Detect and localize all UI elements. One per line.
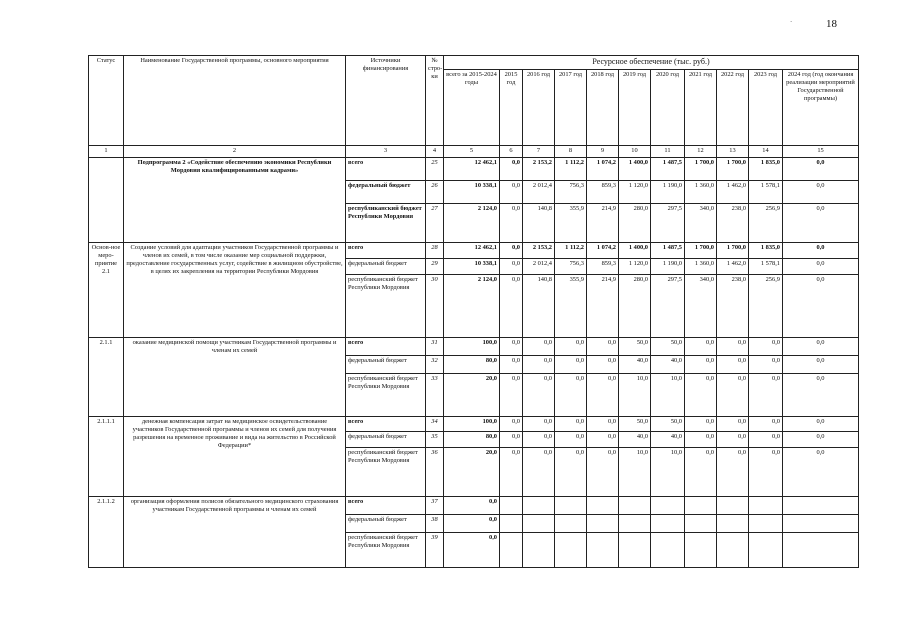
total-value-cell: 80,0 — [444, 356, 500, 374]
table-row — [89, 416, 859, 432]
funding-source-cell: федеральный бюджет — [346, 514, 426, 532]
row-number-cell: 32 — [426, 356, 444, 374]
program-name-cell: денежная компенсация затрат на медицинское освидетельствование участников Государственной программы и членов их семей для получения разрешения на временное проживание и вида на жительство в Российской Федерации* — [124, 416, 346, 496]
year-value-cell: 280,0 — [619, 274, 651, 337]
year-value-cell: 0,0 — [523, 432, 555, 448]
year-value-cell — [619, 532, 651, 567]
year-value-cell: 0,0 — [749, 416, 783, 432]
year-value-cell: 40,0 — [651, 432, 685, 448]
year-value-cell: 40,0 — [651, 356, 685, 374]
year-value-cell: 1 700,0 — [685, 157, 717, 180]
header-year: 2023 год — [749, 69, 783, 145]
total-value-cell: 10 338,1 — [444, 259, 500, 275]
year-value-cell: 0,0 — [783, 243, 859, 259]
program-name-cell: Создание условий для адаптации участников Государственной программы и членов их семей, в том числе оказание мер социальной поддержки, предоставление государственных услуг, содействие в жилищном обустройстве, в целях их закрепления на территории Республики Мордовия — [124, 243, 346, 338]
year-value-cell: 50,0 — [651, 338, 685, 356]
year-value-cell: 0,0 — [717, 374, 749, 416]
year-value-cell: 297,5 — [651, 204, 685, 243]
year-value-cell: 340,0 — [685, 274, 717, 337]
year-value-cell: 2 012,4 — [523, 180, 555, 203]
year-value-cell: 0,0 — [523, 374, 555, 416]
year-value-cell: 0,0 — [685, 356, 717, 374]
header-row-1 — [89, 56, 859, 70]
year-value-cell: 1 487,5 — [651, 243, 685, 259]
year-value-cell: 0,0 — [685, 448, 717, 497]
year-value-cell — [749, 514, 783, 532]
year-value-cell — [555, 532, 587, 567]
column-number: 5 — [444, 145, 500, 157]
year-value-cell: 355,9 — [555, 274, 587, 337]
column-number: 12 — [685, 145, 717, 157]
year-value-cell: 0,0 — [587, 448, 619, 497]
row-number-cell: 25 — [426, 157, 444, 180]
year-value-cell: 2 012,4 — [523, 259, 555, 275]
year-value-cell: 0,0 — [717, 356, 749, 374]
year-value-cell: 0,0 — [587, 338, 619, 356]
column-number: 10 — [619, 145, 651, 157]
year-value-cell: 859,3 — [587, 259, 619, 275]
year-value-cell: 0,0 — [523, 356, 555, 374]
year-value-cell: 238,0 — [717, 204, 749, 243]
year-value-cell: 1 120,0 — [619, 180, 651, 203]
year-value-cell: 0,0 — [717, 448, 749, 497]
funding-source-cell: федеральный бюджет — [346, 259, 426, 275]
year-value-cell: 1 190,0 — [651, 180, 685, 203]
row-number-cell: 39 — [426, 532, 444, 567]
year-value-cell: 0,0 — [783, 157, 859, 180]
header-row-number: № стро-ки — [426, 56, 444, 146]
year-value-cell: 1 190,0 — [651, 259, 685, 275]
year-value-cell — [523, 497, 555, 515]
year-value-cell — [555, 497, 587, 515]
year-value-cell: 0,0 — [749, 338, 783, 356]
year-value-cell: 1 360,0 — [685, 180, 717, 203]
year-value-cell: 1 400,0 — [619, 157, 651, 180]
status-cell: Основ-ное меро-приятие 2.1 — [89, 243, 124, 338]
status-cell — [89, 157, 124, 243]
column-number: 1 — [89, 145, 124, 157]
total-value-cell: 0,0 — [444, 532, 500, 567]
year-value-cell — [587, 532, 619, 567]
year-value-cell: 50,0 — [619, 338, 651, 356]
year-value-cell: 256,9 — [749, 274, 783, 337]
year-value-cell — [749, 532, 783, 567]
year-value-cell: 50,0 — [651, 416, 685, 432]
header-year: 2020 год — [651, 69, 685, 145]
funding-source-cell: федеральный бюджет — [346, 356, 426, 374]
year-value-cell: 10,0 — [651, 448, 685, 497]
year-value-cell — [523, 514, 555, 532]
total-value-cell: 12 462,1 — [444, 243, 500, 259]
row-number-cell: 36 — [426, 448, 444, 497]
year-value-cell: 756,3 — [555, 180, 587, 203]
year-value-cell: 0,0 — [685, 432, 717, 448]
year-value-cell: 0,0 — [783, 374, 859, 416]
column-number: 4 — [426, 145, 444, 157]
header-year: 2016 год — [523, 69, 555, 145]
year-value-cell: 1 700,0 — [717, 157, 749, 180]
year-value-cell — [500, 497, 523, 515]
funding-source-cell: республиканский бюджет Республики Мордовия — [346, 374, 426, 416]
year-value-cell: 0,0 — [500, 157, 523, 180]
year-value-cell — [685, 514, 717, 532]
row-number-cell: 38 — [426, 514, 444, 532]
year-value-cell — [500, 532, 523, 567]
year-value-cell: 1 074,2 — [587, 243, 619, 259]
year-value-cell: 0,0 — [749, 432, 783, 448]
year-value-cell: 0,0 — [500, 356, 523, 374]
total-value-cell: 2 124,0 — [444, 204, 500, 243]
year-value-cell: 1 487,5 — [651, 157, 685, 180]
year-value-cell — [685, 532, 717, 567]
year-value-cell — [783, 497, 859, 515]
row-number-cell: 28 — [426, 243, 444, 259]
year-value-cell — [749, 497, 783, 515]
year-value-cell: 355,9 — [555, 204, 587, 243]
row-number-cell: 26 — [426, 180, 444, 203]
year-value-cell: 0,0 — [500, 180, 523, 203]
year-value-cell: 0,0 — [749, 374, 783, 416]
year-value-cell: 1 700,0 — [717, 243, 749, 259]
year-value-cell — [651, 514, 685, 532]
total-value-cell: 0,0 — [444, 497, 500, 515]
year-value-cell: 1 578,1 — [749, 180, 783, 203]
total-value-cell: 100,0 — [444, 338, 500, 356]
year-value-cell — [500, 514, 523, 532]
column-number: 15 — [783, 145, 859, 157]
year-value-cell: 0,0 — [500, 243, 523, 259]
year-value-cell: 0,0 — [749, 356, 783, 374]
year-value-cell: 0,0 — [783, 259, 859, 275]
column-number: 6 — [500, 145, 523, 157]
header-name: Наименование Государственной программы, основного мероприятия — [124, 56, 346, 146]
year-value-cell: 238,0 — [717, 274, 749, 337]
row-number-cell: 31 — [426, 338, 444, 356]
funding-source-cell: федеральный бюджет — [346, 180, 426, 203]
column-number: 13 — [717, 145, 749, 157]
year-value-cell: 0,0 — [555, 356, 587, 374]
year-value-cell: 1 112,2 — [555, 157, 587, 180]
funding-source-cell: всего — [346, 243, 426, 259]
table-row — [89, 338, 859, 356]
row-number-cell: 33 — [426, 374, 444, 416]
year-value-cell: 0,0 — [500, 448, 523, 497]
year-value-cell — [783, 532, 859, 567]
year-value-cell: 0,0 — [685, 338, 717, 356]
row-number-cell: 35 — [426, 432, 444, 448]
total-value-cell: 2 124,0 — [444, 274, 500, 337]
year-value-cell: 0,0 — [685, 416, 717, 432]
header-status: Статус — [89, 56, 124, 146]
total-value-cell: 0,0 — [444, 514, 500, 532]
year-value-cell — [523, 532, 555, 567]
year-value-cell: 340,0 — [685, 204, 717, 243]
year-value-cell: 0,0 — [685, 374, 717, 416]
column-number: 9 — [587, 145, 619, 157]
row-number-cell: 29 — [426, 259, 444, 275]
year-value-cell: 0,0 — [717, 338, 749, 356]
table-row — [89, 243, 859, 259]
status-cell: 2.1.1 — [89, 338, 124, 416]
year-value-cell — [783, 514, 859, 532]
year-value-cell: 0,0 — [717, 432, 749, 448]
year-value-cell: 0,0 — [587, 432, 619, 448]
year-value-cell: 2 153,2 — [523, 243, 555, 259]
year-value-cell: 0,0 — [783, 338, 859, 356]
year-value-cell: 0,0 — [500, 259, 523, 275]
year-value-cell: 0,0 — [500, 204, 523, 243]
year-value-cell: 256,9 — [749, 204, 783, 243]
year-value-cell: 214,9 — [587, 274, 619, 337]
header-year: 2015 год — [500, 69, 523, 145]
funding-source-cell: республиканский бюджет Республики Мордовия — [346, 532, 426, 567]
table-row — [89, 497, 859, 515]
column-number-row — [89, 145, 859, 157]
header-year: 2018 год — [587, 69, 619, 145]
year-value-cell: 0,0 — [587, 374, 619, 416]
year-value-cell: 0,0 — [500, 416, 523, 432]
funding-source-cell: всего — [346, 497, 426, 515]
year-value-cell: 1 835,0 — [749, 157, 783, 180]
funding-source-cell: всего — [346, 157, 426, 180]
year-value-cell: 1 360,0 — [685, 259, 717, 275]
year-value-cell: 756,3 — [555, 259, 587, 275]
year-value-cell: 297,5 — [651, 274, 685, 337]
program-name-cell: организация оформления полисов обязательного медицинского страхования участникам Государственной программы и членам их семей — [124, 497, 346, 568]
year-value-cell: 140,8 — [523, 204, 555, 243]
year-value-cell: 0,0 — [500, 374, 523, 416]
scan-mark: ` — [790, 20, 793, 28]
year-value-cell: 0,0 — [555, 338, 587, 356]
year-value-cell: 1 462,0 — [717, 180, 749, 203]
program-name-cell: Подпрограмма 2 «Содействие обеспечению экономики Республики Мордовия квалифицированными кадрами» — [124, 157, 346, 243]
year-value-cell: 0,0 — [587, 356, 619, 374]
year-value-cell — [717, 514, 749, 532]
year-value-cell: 40,0 — [619, 432, 651, 448]
year-value-cell — [717, 497, 749, 515]
year-value-cell: 0,0 — [783, 180, 859, 203]
year-value-cell: 0,0 — [500, 274, 523, 337]
year-value-cell: 0,0 — [783, 416, 859, 432]
year-value-cell: 0,0 — [555, 432, 587, 448]
total-value-cell: 20,0 — [444, 448, 500, 497]
funding-source-cell: всего — [346, 416, 426, 432]
year-value-cell — [619, 497, 651, 515]
year-value-cell: 1 074,2 — [587, 157, 619, 180]
year-value-cell: 40,0 — [619, 356, 651, 374]
total-value-cell: 100,0 — [444, 416, 500, 432]
header-year: 2021 год — [685, 69, 717, 145]
total-value-cell: 12 462,1 — [444, 157, 500, 180]
year-value-cell: 0,0 — [783, 356, 859, 374]
row-number-cell: 27 — [426, 204, 444, 243]
year-value-cell: 1 120,0 — [619, 259, 651, 275]
year-value-cell — [651, 532, 685, 567]
funding-source-cell: республиканский бюджет Республики Мордовия — [346, 274, 426, 337]
row-number-cell: 30 — [426, 274, 444, 337]
column-number: 7 — [523, 145, 555, 157]
funding-source-cell: республиканский бюджет Республики Мордовия — [346, 204, 426, 243]
column-number: 3 — [346, 145, 426, 157]
table-row — [89, 157, 859, 180]
column-number: 14 — [749, 145, 783, 157]
year-value-cell: 1 700,0 — [685, 243, 717, 259]
year-value-cell: 0,0 — [783, 432, 859, 448]
status-cell: 2.1.1.1 — [89, 416, 124, 496]
year-value-cell — [587, 497, 619, 515]
year-value-cell: 0,0 — [587, 416, 619, 432]
header-year-last: 2024 год (год окончания реализации мероприятий Государственной программы) — [783, 69, 859, 145]
year-value-cell: 140,8 — [523, 274, 555, 337]
year-value-cell: 0,0 — [500, 338, 523, 356]
year-value-cell: 50,0 — [619, 416, 651, 432]
header-year: 2022 год — [717, 69, 749, 145]
year-value-cell: 2 153,2 — [523, 157, 555, 180]
year-value-cell: 10,0 — [619, 374, 651, 416]
year-value-cell: 1 112,2 — [555, 243, 587, 259]
year-value-cell — [555, 514, 587, 532]
year-value-cell: 0,0 — [555, 374, 587, 416]
year-value-cell — [685, 497, 717, 515]
year-value-cell: 0,0 — [783, 448, 859, 497]
year-value-cell: 214,9 — [587, 204, 619, 243]
row-number-cell: 37 — [426, 497, 444, 515]
year-value-cell: 0,0 — [523, 416, 555, 432]
year-value-cell: 0,0 — [555, 416, 587, 432]
year-value-cell: 0,0 — [523, 338, 555, 356]
column-number: 8 — [555, 145, 587, 157]
total-value-cell: 20,0 — [444, 374, 500, 416]
year-value-cell: 0,0 — [783, 204, 859, 243]
total-value-cell: 80,0 — [444, 432, 500, 448]
year-value-cell — [717, 532, 749, 567]
year-value-cell: 1 578,1 — [749, 259, 783, 275]
header-year: 2017 год — [555, 69, 587, 145]
funding-source-cell: федеральный бюджет — [346, 432, 426, 448]
year-value-cell: 0,0 — [555, 448, 587, 497]
year-value-cell: 1 400,0 — [619, 243, 651, 259]
funding-source-cell: республиканский бюджет Республики Мордовия — [346, 448, 426, 497]
year-value-cell: 280,0 — [619, 204, 651, 243]
row-number-cell: 34 — [426, 416, 444, 432]
year-value-cell — [619, 514, 651, 532]
year-value-cell: 10,0 — [619, 448, 651, 497]
funding-source-cell: всего — [346, 338, 426, 356]
program-name-cell: оказание медицинской помощи участникам Государственной программы и членам их семей — [124, 338, 346, 416]
total-value-cell: 10 338,1 — [444, 180, 500, 203]
year-value-cell: 10,0 — [651, 374, 685, 416]
header-sources: Источники финансирования — [346, 56, 426, 146]
resource-table — [88, 55, 859, 568]
year-value-cell: 0,0 — [523, 448, 555, 497]
year-value-cell: 0,0 — [500, 432, 523, 448]
column-number: 11 — [651, 145, 685, 157]
year-value-cell: 0,0 — [783, 274, 859, 337]
page-number: 18 — [826, 18, 837, 30]
year-value-cell: 859,3 — [587, 180, 619, 203]
header-resources: Ресурсное обеспечение (тыс. руб.) — [444, 56, 859, 70]
year-value-cell: 1 462,0 — [717, 259, 749, 275]
header-total: всего за 2015-2024 годы — [444, 69, 500, 145]
status-cell: 2.1.1.2 — [89, 497, 124, 568]
column-number: 2 — [124, 145, 346, 157]
year-value-cell — [587, 514, 619, 532]
year-value-cell: 0,0 — [717, 416, 749, 432]
year-value-cell: 1 835,0 — [749, 243, 783, 259]
year-value-cell: 0,0 — [749, 448, 783, 497]
year-value-cell — [651, 497, 685, 515]
header-year: 2019 год — [619, 69, 651, 145]
